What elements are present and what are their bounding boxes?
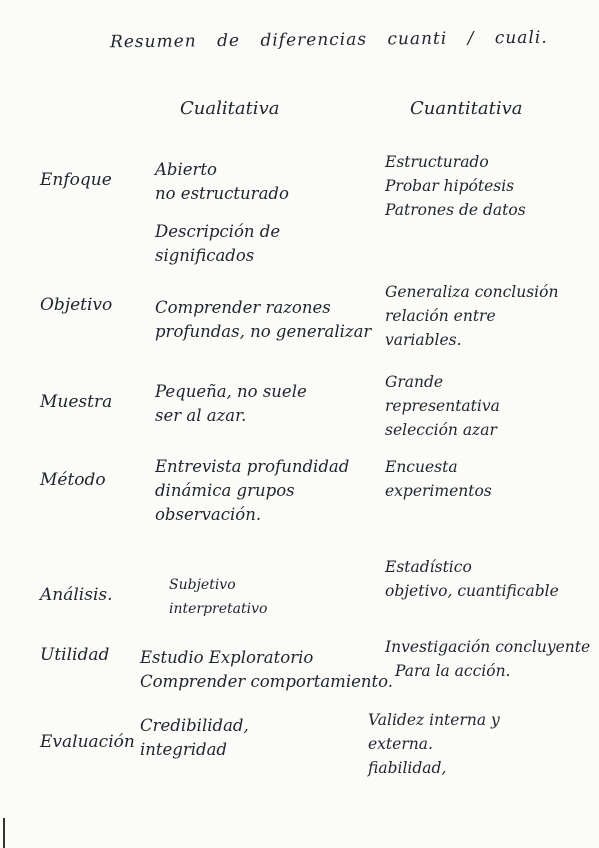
cell-line: Investigación concluyente bbox=[385, 638, 591, 656]
cell-line: Estadístico bbox=[385, 558, 472, 576]
cell-line: observación. bbox=[155, 505, 262, 524]
cell-line: representativa bbox=[385, 397, 500, 415]
cell-line: experimentos bbox=[385, 482, 492, 500]
cell-utilidad-cualitativa bbox=[140, 646, 394, 694]
cell-line: Generaliza conclusión bbox=[385, 283, 559, 301]
cell-enfoque-cualitativa bbox=[155, 158, 370, 268]
cell-metodo-cualitativa bbox=[155, 455, 370, 527]
cell-line: Entrevista profundidad bbox=[155, 457, 350, 476]
cell-line: Comprender comportamiento. bbox=[140, 672, 394, 691]
cell-line: selección azar bbox=[385, 421, 497, 439]
cell-line: no estructurado bbox=[155, 184, 289, 203]
cell-muestra-cuantitativa bbox=[385, 370, 590, 442]
cell-line: fiabilidad, bbox=[368, 759, 447, 777]
cell-line: Encuesta bbox=[385, 458, 458, 476]
cell-objetivo-cuantitativa bbox=[385, 280, 590, 352]
cell-enfoque-cuantitativa bbox=[385, 150, 590, 222]
cell-line: interpretativo bbox=[169, 601, 268, 617]
cell-evaluacion-cualitativa bbox=[140, 714, 355, 762]
cell-line: objetivo, cuantificable bbox=[385, 582, 559, 600]
cell-evaluacion-cuantitativa bbox=[368, 708, 573, 780]
row-label-evaluacion: Evaluación bbox=[40, 732, 135, 752]
row-label-objetivo: Objetivo bbox=[40, 295, 113, 315]
page-title: Resumen de diferencias cuanti / cuali. bbox=[109, 27, 548, 53]
row-label-metodo: Método bbox=[40, 470, 106, 490]
cell-analisis-cuantitativa bbox=[385, 555, 590, 603]
row-label-analisis: Análisis. bbox=[40, 585, 113, 605]
cell-line: significados bbox=[155, 246, 255, 265]
column-header-cualitativa: Cualitativa bbox=[180, 98, 280, 119]
cell-utilidad-cuantitativa bbox=[385, 635, 590, 683]
cell-analisis-cualitativa bbox=[155, 573, 370, 621]
cell-line: Probar hipótesis bbox=[385, 177, 515, 195]
cell-muestra-cualitativa bbox=[155, 380, 370, 428]
cell-line: externa. bbox=[368, 735, 433, 753]
cell-line: Validez interna y bbox=[368, 711, 500, 729]
cell-objetivo-cualitativa bbox=[155, 296, 370, 344]
cell-line: Patrones de datos bbox=[385, 201, 526, 219]
cell-line: Grande bbox=[385, 373, 444, 391]
cell-line: Subjetivo bbox=[169, 577, 236, 593]
cell-line: profundas, no generalizar bbox=[155, 322, 372, 341]
cell-line: Comprender razones bbox=[155, 298, 331, 317]
cell-line: variables. bbox=[385, 331, 462, 349]
page-edge-mark bbox=[3, 818, 5, 848]
row-label-muestra: Muestra bbox=[40, 392, 113, 412]
column-header-cuantitativa: Cuantitativa bbox=[410, 98, 523, 119]
cell-gap bbox=[155, 206, 370, 220]
cell-line: Descripción de bbox=[155, 222, 281, 241]
cell-line: Estudio Exploratorio bbox=[140, 648, 314, 667]
cell-line: Credibilidad, bbox=[140, 716, 249, 735]
cell-line: ser al azar. bbox=[155, 406, 247, 425]
cell-line: Para la acción. bbox=[395, 662, 511, 680]
cell-line: relación entre bbox=[385, 307, 496, 325]
row-label-utilidad: Utilidad bbox=[40, 645, 110, 665]
cell-line: Pequeña, no suele bbox=[155, 382, 307, 401]
cell-line: dinámica grupos bbox=[155, 481, 295, 500]
cell-line: integridad bbox=[140, 740, 227, 759]
row-label-enfoque: Enfoque bbox=[40, 170, 112, 190]
cell-line: Abierto bbox=[155, 160, 217, 179]
cell-line: Estructurado bbox=[385, 153, 489, 171]
cell-metodo-cuantitativa bbox=[385, 455, 590, 503]
